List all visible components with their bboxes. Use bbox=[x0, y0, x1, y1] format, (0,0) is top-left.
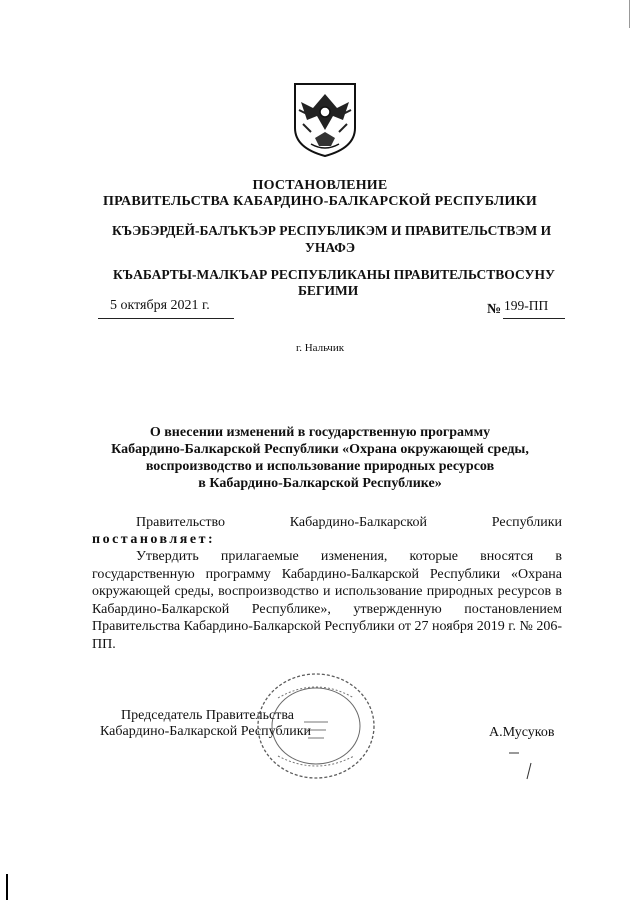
subject-line-1: О внесении изменений в государственную программу bbox=[149, 425, 491, 440]
intro-word-1: Правительство bbox=[136, 515, 225, 530]
document-number: 199-ПП bbox=[504, 298, 549, 313]
scan-edge-mark bbox=[6, 874, 8, 900]
balkar-title-line2: БЕГИМИ bbox=[298, 283, 359, 298]
resolution-paragraph: Утвердить прилагаемые изменения, которые вносятся в государственную программу Кабардино-Балкарской Республики «Охрана окружающей среды, воспроизводство и использование природных ресурсов в Кабардино-Балкарской Республике», утвержденную постановлением Правительства Кабардино-Балкарской Республики от 27 ноября 2019 г. № 206-ПП. bbox=[92, 549, 562, 652]
intro-word-2: Кабардино-Балкарской bbox=[289, 515, 427, 530]
coat-of-arms-emblem bbox=[291, 80, 359, 158]
subject-line-2: Кабардино-Балкарской Республики «Охрана окружающей среды, bbox=[111, 442, 529, 457]
signatory-position-line2: Кабардино-Балкарской Республики bbox=[100, 724, 311, 739]
subject-line-4: в Кабардино-Балкарской Республике» bbox=[198, 476, 442, 491]
handwritten-signature-mark bbox=[505, 745, 545, 785]
city-label: г. Нальчик bbox=[295, 342, 345, 354]
signatory-position-line1: Председатель Правительства bbox=[121, 708, 294, 723]
number-underline bbox=[503, 318, 565, 319]
issuer-title: ПРАВИТЕЛЬСТВА КАБАРДИНО-БАЛКАРСКОЙ РЕСПУБЛИКИ bbox=[102, 194, 538, 209]
kabardian-title-line1: КЪЭБЭРДЕЙ-БАЛЪКЪЭР РЕСПУБЛИКЭМ И ПРАВИТЕЛЬСТВЭМ И bbox=[112, 223, 552, 238]
document-type-title: ПОСТАНОВЛЕНИЕ bbox=[252, 178, 388, 193]
number-sign: № bbox=[487, 302, 502, 317]
intro-line bbox=[92, 514, 562, 532]
resolves-keyword: постановляет: bbox=[92, 532, 216, 547]
document-date: 5 октября 2021 г. bbox=[110, 298, 210, 313]
kabardian-title-line2: УНАФЭ bbox=[305, 240, 356, 255]
signatory-name: А.Мусуков bbox=[489, 725, 555, 740]
scan-corner-mark bbox=[629, 0, 630, 28]
date-underline bbox=[98, 318, 234, 319]
subject-line-3: воспроизводство и использование природных ресурсов bbox=[145, 459, 495, 474]
intro-word-3: Республики bbox=[491, 515, 562, 530]
balkar-title-line1: КЪАБАРТЫ-МАЛКЪАР РЕСПУБЛИКАНЫ ПРАВИТЕЛЬСТВОСУНУ bbox=[113, 267, 555, 282]
